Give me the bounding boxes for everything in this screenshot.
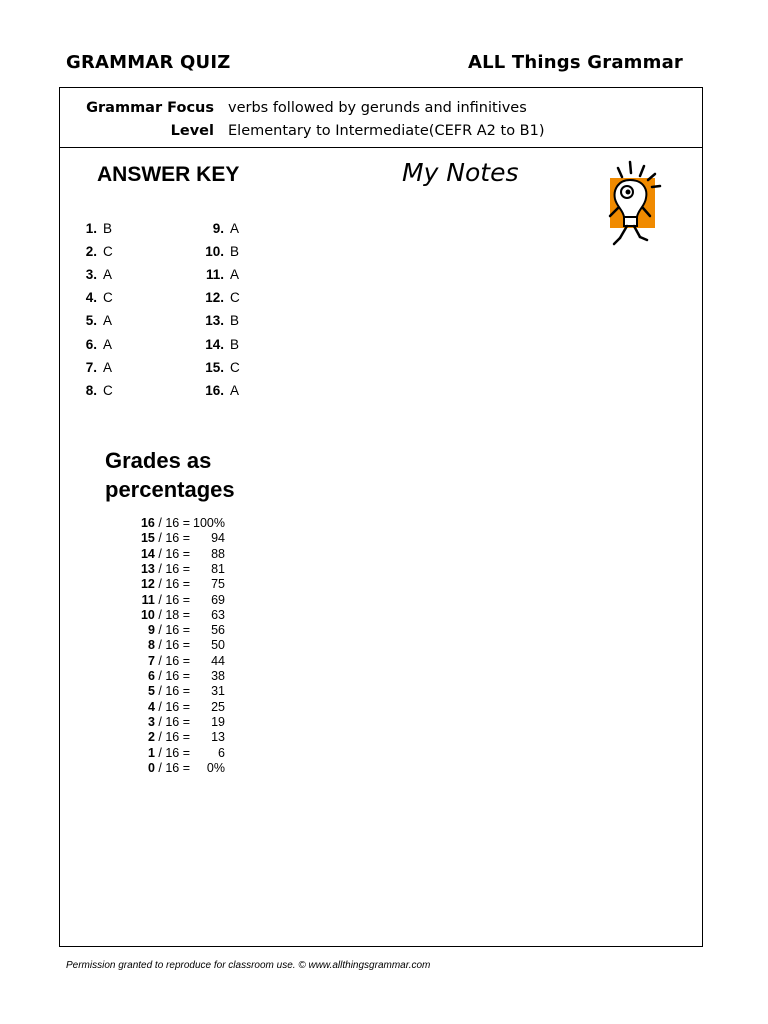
grade-percent: 100%	[193, 516, 225, 530]
grade-row	[98, 746, 225, 760]
grade-row	[98, 623, 225, 637]
grade-percent: 94	[211, 531, 225, 546]
grade-row	[98, 516, 225, 530]
grade-total: / 16 =	[158, 638, 190, 653]
grade-total: / 16 =	[158, 699, 190, 714]
answer-letter: A	[230, 221, 240, 236]
grade-total: / 18 =	[158, 607, 190, 622]
lightbulb-character-icon	[600, 160, 672, 257]
grade-percent: 75	[211, 577, 225, 592]
quiz-title: GRAMMAR QUIZ	[66, 52, 231, 73]
grade-score: 7	[147, 653, 155, 668]
grade-percent: 44	[211, 653, 225, 668]
answer-letter: A	[103, 359, 113, 375]
grade-total: / 16 =	[158, 760, 190, 775]
my-notes-title: My Notes	[402, 158, 519, 187]
answer-number: 4.	[85, 290, 97, 306]
grade-total: / 16 =	[158, 623, 190, 638]
grade-score: 13	[140, 561, 155, 576]
answer-item	[75, 221, 112, 236]
answer-item	[75, 360, 112, 375]
answer-item	[194, 313, 239, 328]
grade-row	[98, 730, 225, 744]
answer-number: 16.	[205, 382, 224, 398]
grade-score: 4	[147, 699, 155, 714]
footer-permission: Permission granted to reproduce for classroom use. © www.allthingsgrammar.com	[66, 960, 431, 971]
brand-title: ALL Things Grammar	[467, 52, 683, 73]
answer-number: 13.	[205, 313, 224, 329]
grade-score: 14	[140, 546, 155, 561]
grade-percent: 88	[211, 546, 225, 561]
grade-total: / 16 =	[158, 714, 190, 729]
answer-letter: A	[103, 267, 113, 283]
grade-total: / 16 =	[158, 531, 190, 546]
answer-letter: A	[230, 267, 240, 283]
answer-item	[75, 383, 113, 398]
grade-row	[98, 684, 225, 698]
answer-number: 8.	[85, 382, 97, 398]
answer-letter: C	[103, 244, 113, 260]
grade-score: 10	[140, 607, 155, 622]
answer-item	[194, 244, 239, 259]
grades-title-line1: Grades as	[105, 448, 212, 473]
answer-item	[75, 267, 112, 282]
grade-total: / 16 =	[158, 745, 190, 760]
grade-percent: 25	[211, 699, 225, 714]
grade-row	[98, 654, 225, 668]
grade-percent: 38	[211, 669, 225, 683]
answer-number: 5.	[85, 313, 97, 329]
grade-percent: 56	[211, 623, 225, 638]
answer-number: 2.	[85, 244, 97, 260]
grade-score: 2	[147, 730, 155, 745]
answer-letter: A	[103, 313, 113, 329]
grade-score: 11	[141, 592, 155, 607]
grade-total: / 16 =	[158, 653, 190, 668]
grade-score: 9	[147, 623, 155, 638]
answer-letter: C	[103, 290, 113, 306]
answer-item	[194, 360, 240, 375]
grade-percent: 50	[211, 638, 225, 653]
grade-percent: 19	[211, 714, 225, 729]
answer-letter: C	[230, 290, 240, 306]
answer-letter: A	[230, 382, 240, 398]
grade-row	[98, 593, 225, 607]
grade-score: 5	[147, 684, 155, 699]
grade-score: 8	[147, 638, 155, 653]
answer-item	[75, 337, 112, 352]
grade-total: / 16 =	[158, 561, 190, 576]
grade-score: 12	[140, 577, 155, 592]
answer-letter: B	[230, 244, 240, 260]
grade-percent: 0%	[206, 760, 225, 775]
grade-total: / 16 =	[158, 684, 190, 699]
level-label: Level	[170, 123, 214, 139]
grade-row	[98, 531, 225, 545]
grade-score: 1	[147, 745, 155, 760]
grade-percent: 13	[211, 730, 225, 745]
grade-row	[98, 700, 225, 714]
grade-row	[98, 715, 225, 729]
grade-total: / 16 =	[158, 669, 190, 683]
grammar-focus-value: verbs followed by gerunds and infinitives	[228, 100, 527, 116]
grade-percent: 6	[218, 745, 225, 760]
answer-item	[75, 313, 112, 328]
answer-item	[194, 337, 239, 352]
answer-letter: C	[103, 382, 113, 398]
grade-row	[98, 608, 225, 622]
grade-total: / 16 =	[158, 516, 190, 530]
grade-total: / 16 =	[158, 730, 190, 745]
answer-number: 11.	[205, 267, 224, 283]
grade-row	[98, 638, 225, 652]
grade-row	[98, 669, 225, 683]
grammar-focus-label: Grammar Focus	[86, 100, 214, 116]
answer-item	[194, 221, 239, 236]
grades-title-line2: percentages	[105, 477, 235, 502]
grade-total: / 16 =	[158, 546, 190, 561]
answer-item	[75, 290, 113, 305]
grade-score: 3	[147, 714, 155, 729]
grade-total: / 16 =	[158, 577, 190, 592]
grade-score: 6	[147, 669, 155, 683]
answer-letter: B	[230, 313, 240, 329]
grade-score: 0	[147, 760, 155, 775]
answer-number: 9.	[212, 221, 224, 236]
answer-number: 14.	[205, 336, 224, 352]
answer-number: 1.	[85, 221, 97, 236]
grade-percent: 81	[211, 561, 225, 576]
info-bar	[60, 88, 702, 148]
answer-number: 3.	[85, 267, 97, 283]
grade-percent: 31	[211, 684, 225, 699]
answer-letter: B	[230, 336, 240, 352]
answer-letter: B	[103, 221, 113, 236]
answer-letter: C	[230, 359, 240, 375]
answer-number: 10.	[205, 244, 224, 260]
level-value: Elementary to Intermediate(CEFR A2 to B1)	[228, 123, 545, 139]
grade-score: 16	[140, 516, 155, 530]
grades-title	[105, 446, 235, 504]
grade-percent: 63	[211, 607, 225, 622]
grade-row	[98, 547, 225, 561]
answer-number: 6.	[85, 336, 97, 352]
answer-number: 15.	[205, 359, 224, 375]
answer-item	[194, 290, 240, 305]
grade-row	[98, 562, 225, 576]
grade-score: 15	[140, 531, 155, 546]
answer-item	[194, 383, 239, 398]
answer-number: 7.	[85, 359, 97, 375]
answer-number: 12.	[205, 290, 224, 306]
answer-item	[194, 267, 239, 282]
grade-total: / 16 =	[158, 592, 190, 607]
answer-letter: A	[103, 336, 113, 352]
grade-row	[98, 761, 225, 775]
grade-percent: 69	[211, 592, 225, 607]
answer-key-title: ANSWER KEY	[97, 163, 240, 186]
grade-row	[98, 577, 225, 591]
answer-item	[75, 244, 113, 259]
